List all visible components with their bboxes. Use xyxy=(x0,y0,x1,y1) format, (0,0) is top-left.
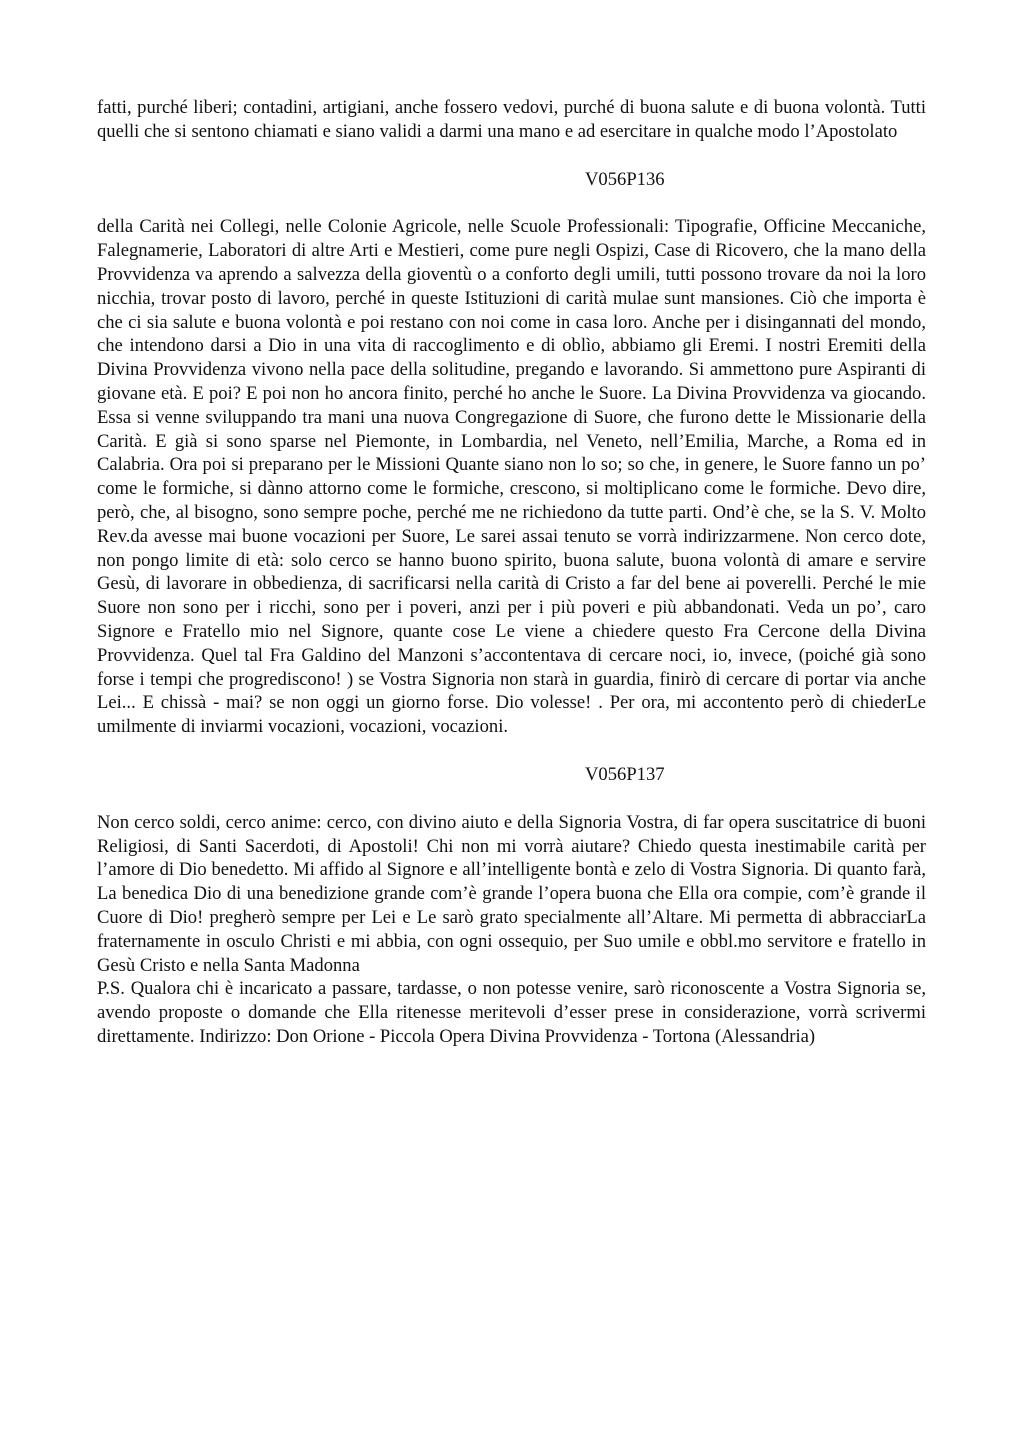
paragraph-closing: Non cerco soldi, cerco anime: cerco, con divino aiuto e della Signoria Vostra, di far opera suscitatrice di buoni Religiosi, di Santi Sacerdoti, di Apostoli! Chi non mi vorrà aiutare? Chiedo questa inestimabile carità per l’amore di Dio benedetto. Mi affido al Signore e all’intelligente bontà e zelo di Vostra Signoria. Di quanto farà, La benedica Dio di una benedizione grande com’è grande l’opera buona che Ella ora compie, com’è grande il Cuore di Dio! pregherò sempre per Lei e Le sarò grato specialmente all’Altare. Mi permetta di abbracciarLa fraternamente in osculo Christi e mi abbia, con ogni ossequio, per Suo umile e obbl.mo servitore e fratello in Gesù Cristo e nella Santa Madonna xyxy=(97,811,926,976)
page-marker: V056P137 xyxy=(585,763,665,785)
document-page xyxy=(97,96,926,1049)
paragraph-intro: fatti, purché liberi; contadini, artigiani, anche fossero vedovi, purché di buona salute e di buona volontà. Tutti quelli che si sentono chiamati e siano validi a darmi una mano e ad esercitare in qualche modo l’Apostolato xyxy=(97,97,926,142)
postscript: P.S. Qualora chi è incaricato a passare, tardasse, o non potesse venire, sarò riconoscente a Vostra Signoria se, avendo proposte o domande che Ella ritenesse meritevoli d’esser prese in considerazione, vorrà scrivermi direttamente. Indirizzo: Don Orione - Piccola Opera Divina Provvidenza - Tortona (Alessandria) xyxy=(97,978,926,1047)
page-marker: V056P136 xyxy=(585,168,665,190)
spacer xyxy=(97,144,926,168)
paragraph-main: della Carità nei Collegi, nelle Colonie Agricole, nelle Scuole Professionali: Tipografie, Officine Meccaniche, Falegnamerie, Laboratori di altre Arti e Mestieri, come pure negli Ospizi, Case di Ricovero, che la mano della Provvidenza va aprendo a salvezza della gioventù o a conforto degli umili, tutti possono trovare da noi la loro nicchia, trovar posto di lavoro, perché in queste Istituzioni di carità mulae sunt mansiones. Ciò che importa è che ci sia salute e buona volontà e poi restano con noi come in casa loro. Anche per i disingannati del mondo, che intendono darsi a Dio in una vita di raccoglimento e di oblìo, abbiamo gli Eremi. I nostri Eremiti della Divina Provvidenza vivono nella pace della solitudine, pregando e lavorando. Si ammettono pure Aspiranti di giovane età. E poi? E poi non ho ancora finito, perché ho anche le Suore. La Divina Provvidenza va giocando. Essa si venne sviluppando tra mani una nuova Congregazione di Suore, che furono dette le Missionarie della Carità. E già si sono sparse nel Piemonte, in Lombardia, nel Veneto, nell’Emilia, Marche, a Roma ed in Calabria. Ora poi si preparano per le Missioni Quante siano non lo so; so che, in genere, le Suore fanno un po’ come le formiche, si dànno attorno come le formiche, crescono, si moltiplicano come le formiche. Devo dire, però, che, al bisogno, sono sempre poche, perché me ne richiedono da tutte parti. Ond’è che, se la S. V. Molto Rev.da avesse mai buone vocazioni per Suore, Le sarei assai tenuto se vorrà indirizzarmene. Non cerco dote, non pongo limite di età: solo cerco se hanno buono spirito, buona salute, buona volontà di amare e servire Gesù, di lavorare in obbedienza, di sacrificarsi nella carità di Cristo a far del bene ai poverelli. Perché le mie Suore non sono per i ricchi, sono per i poveri, anzi per i più poveri e più abbandonati. Veda un po’, caro Signore e Fratello mio nel Signore, quante cose Le viene a chiedere questo Fra Cercone della Divina Provvidenza. Quel tal Fra Galdino del Manzoni s’accontentava di cercare noci, io, invece, (poiché già sono forse i tempi che progrediscono! ) se Vostra Signoria non starà in guardia, finirò di cercare di portar via anche Lei... E chissà - mai? se non oggi un giorno forse. Dio volesse! . Per ora, mi accontento però di chiederLe umilmente di inviarmi vocazioni, vocazioni, vocazioni. xyxy=(97,216,926,738)
spacer xyxy=(97,787,926,811)
spacer xyxy=(97,191,926,215)
spacer xyxy=(97,739,926,763)
